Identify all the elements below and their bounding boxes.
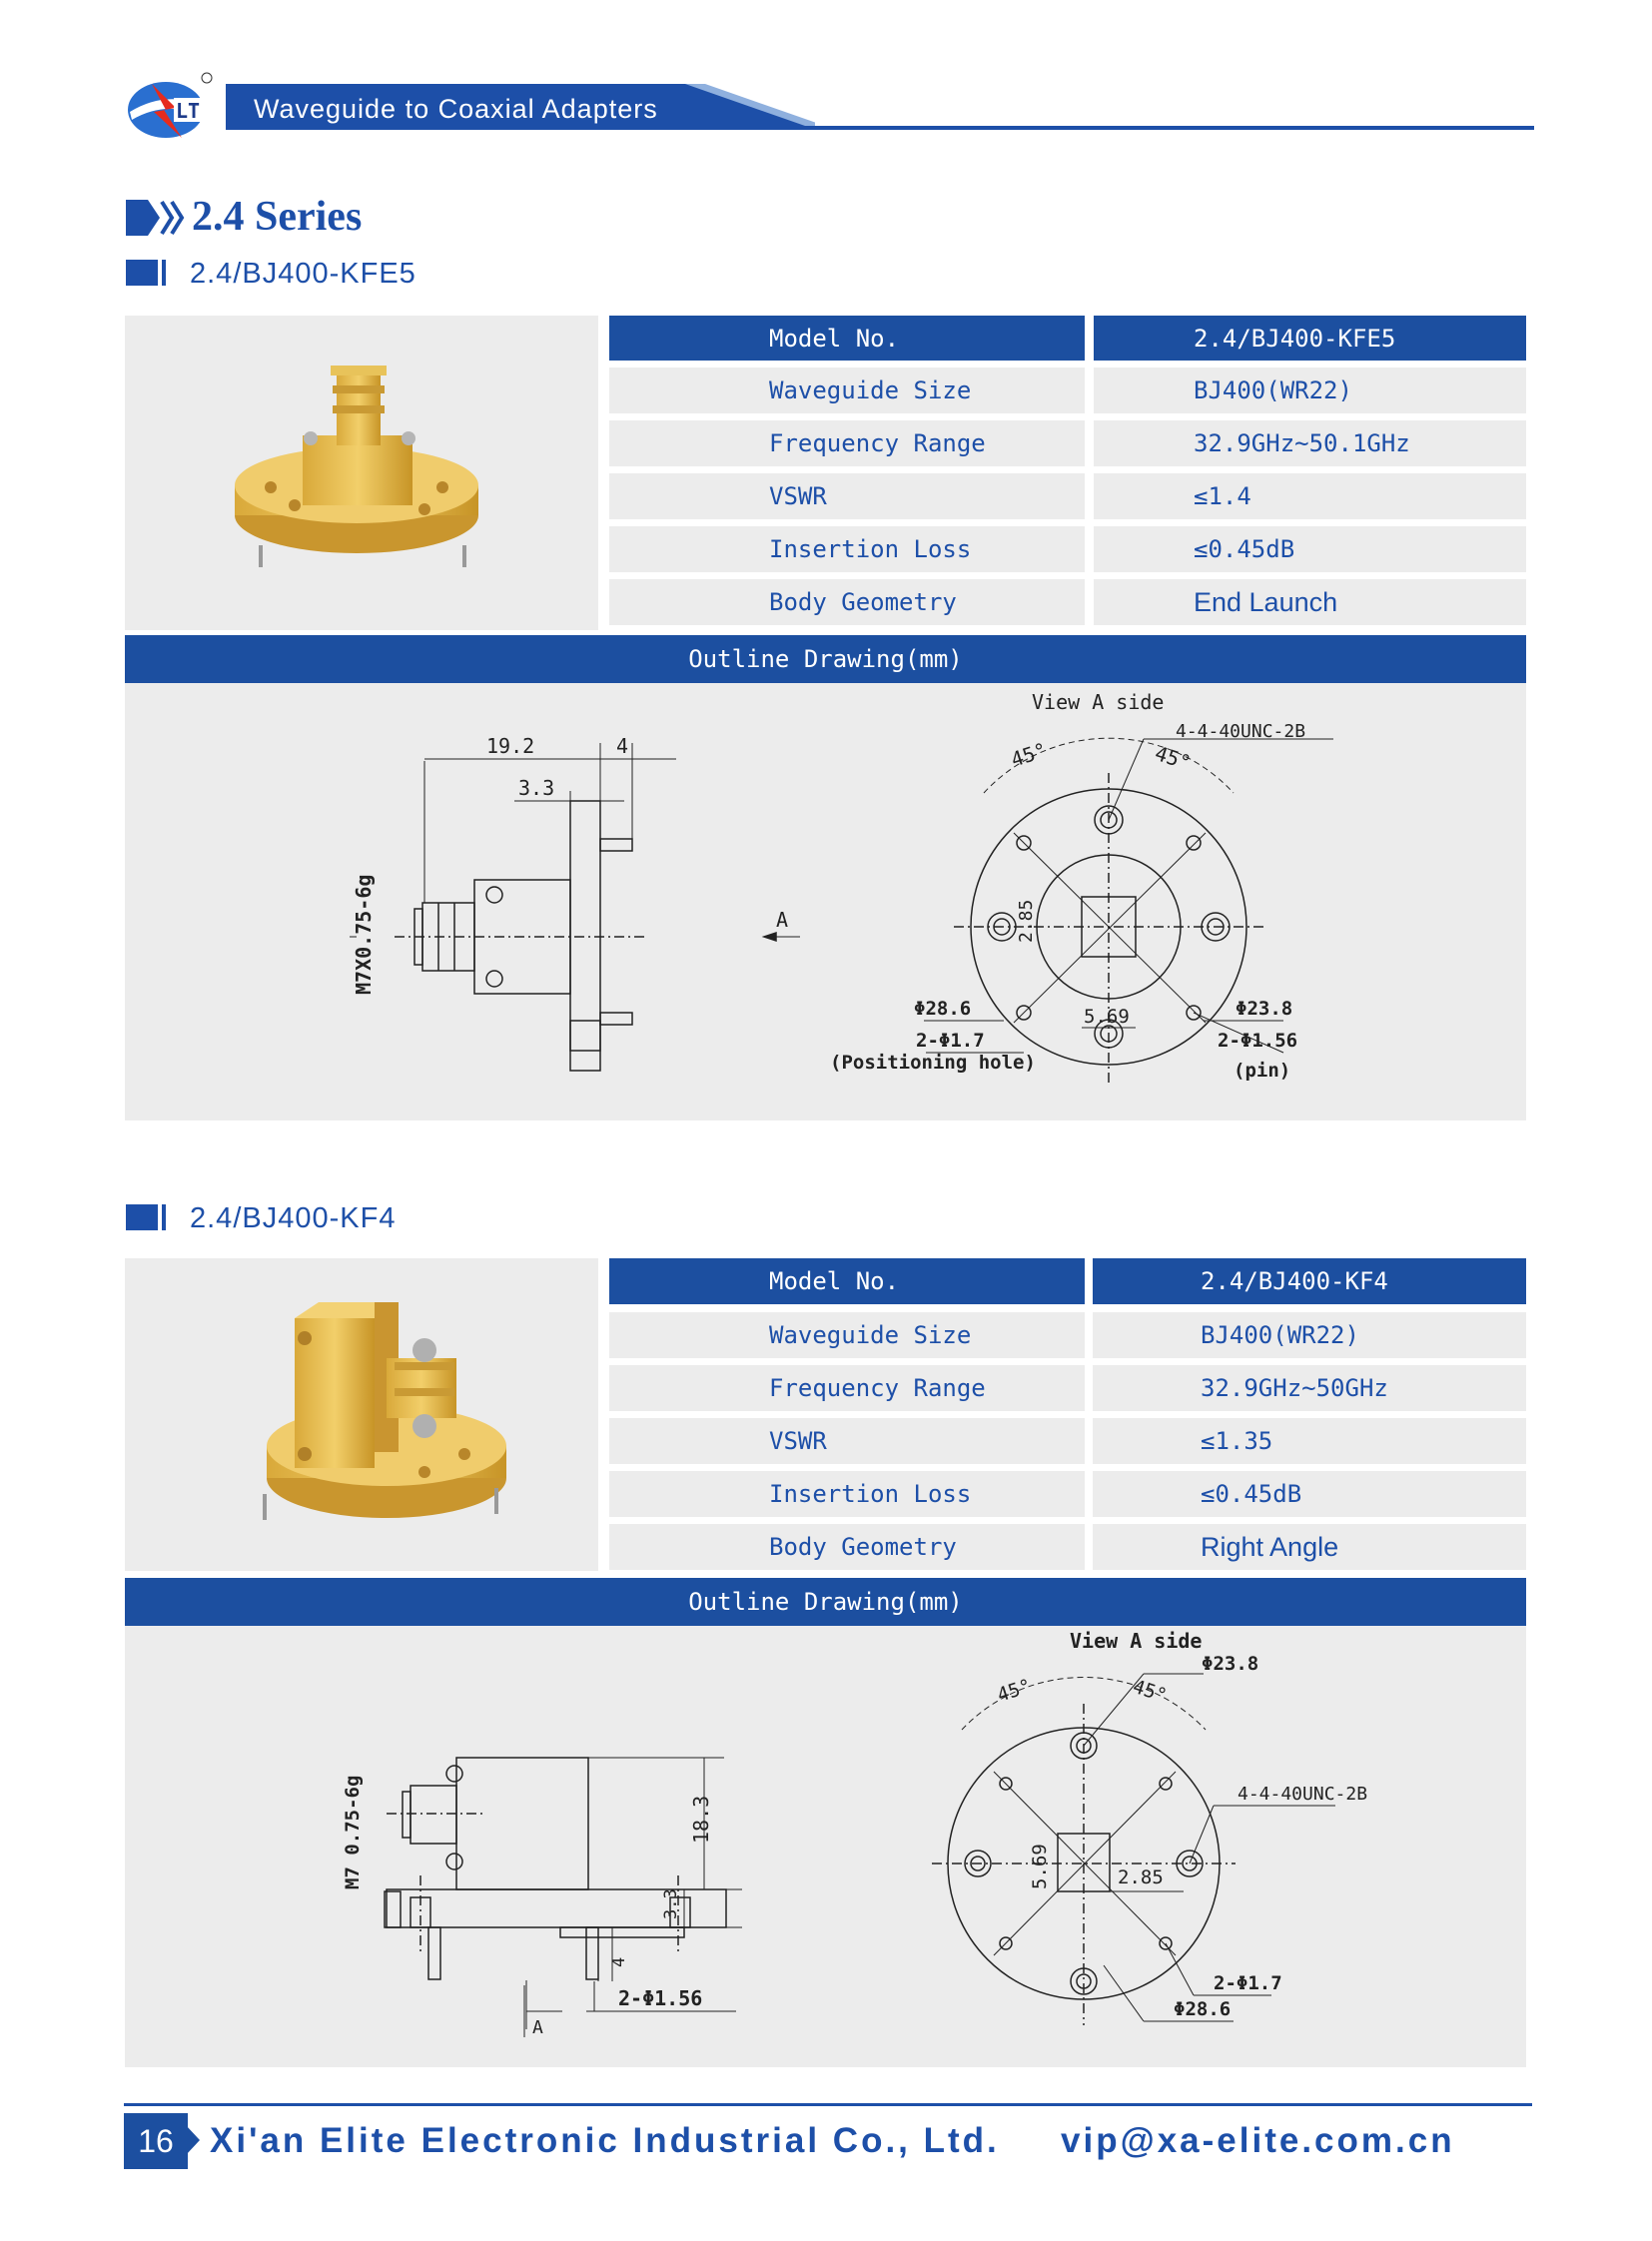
positioning-hole-spec: 2-Φ1.7	[916, 1030, 985, 1052]
dim-4: 4	[609, 1956, 629, 1967]
spec-value-geometry: Right Angle	[1093, 1524, 1526, 1570]
product-photo-panel	[125, 316, 598, 630]
spec-value-frequency: 32.9GHz~50GHz	[1093, 1365, 1526, 1411]
spec-value-insertion-loss: ≤0.45dB	[1094, 526, 1526, 572]
pin-spec: 2-Φ1.56	[1218, 1030, 1298, 1052]
positioning-hole-spec: 2-Φ1.7	[1214, 1972, 1282, 1994]
spec-label-vswr: VSWR	[609, 1418, 1085, 1464]
footer-email[interactable]: vip@xa-elite.com.cn	[1061, 2121, 1455, 2160]
product-photo	[125, 316, 598, 630]
spec-value-waveguide: BJ400(WR22)	[1094, 368, 1526, 413]
series-arrow-icon	[126, 196, 196, 240]
header-title: Waveguide to Coaxial Adapters	[254, 94, 658, 124]
spec-label-waveguide: Waveguide Size	[609, 1312, 1085, 1358]
spec-label-frequency: Frequency Range	[609, 1365, 1085, 1411]
pin-spec: 2-Φ1.56	[618, 1986, 703, 2010]
footer-company: Xi'an Elite Electronic Industrial Co., Ltd.	[210, 2121, 1000, 2160]
view-arrow-a: A	[776, 908, 789, 932]
outline-drawing-2	[125, 1626, 1526, 2067]
pin-note: (pin)	[1234, 1060, 1291, 1082]
view-label: View A side	[1032, 690, 1165, 714]
spec-label-waveguide: Waveguide Size	[609, 368, 1085, 413]
angle-right: 45°	[1152, 740, 1195, 775]
outline-drawing-bar: Outline Drawing(mm)	[125, 1578, 1526, 1626]
page-number: 16	[124, 2113, 188, 2169]
dia-28-6: Φ28.6	[914, 998, 972, 1020]
angle-left: 45°	[994, 1675, 1035, 1707]
spec-label-vswr: VSWR	[609, 473, 1085, 519]
dim-5-69: 5.69	[1084, 1006, 1130, 1028]
page-arrow-icon	[186, 2125, 200, 2155]
model-heading: 2.4/BJ400-KFE5	[190, 258, 416, 290]
header-rule	[226, 126, 1534, 130]
spec-value-model: 2.4/BJ400-KF4	[1093, 1258, 1526, 1304]
spec-value-geometry: End Launch	[1094, 579, 1526, 625]
dia-23-8: Φ23.8	[1202, 1653, 1259, 1675]
spec-value-vswr: ≤1.35	[1093, 1418, 1526, 1464]
angle-right: 45°	[1130, 1675, 1170, 1708]
spec-value-model: 2.4/BJ400-KFE5	[1094, 316, 1526, 361]
spec-label-frequency: Frequency Range	[609, 420, 1085, 466]
dim-3-3: 3.3	[661, 1888, 681, 1919]
screw-spec: 4-4-40UNC-2B	[1176, 721, 1306, 742]
product-photo-panel	[125, 1258, 598, 1571]
spec-label-insertion-loss: Insertion Loss	[609, 526, 1085, 572]
dia-23-8: Φ23.8	[1236, 998, 1293, 1020]
view-arrow-a: A	[532, 2017, 543, 2038]
outline-drawing-1	[125, 683, 1526, 1120]
spec-value-waveguide: BJ400(WR22)	[1093, 1312, 1526, 1358]
spec-value-insertion-loss: ≤0.45dB	[1093, 1471, 1526, 1517]
dim-2-85: 2.85	[1016, 899, 1037, 943]
outline-drawing-panel	[125, 683, 1526, 1120]
spec-label-model: Model No.	[609, 1258, 1085, 1304]
model-marker-icon	[126, 1204, 170, 1230]
model-heading: 2.4/BJ400-KF4	[190, 1202, 397, 1234]
logo-letters: LT	[176, 99, 201, 123]
dim-2-85: 2.85	[1118, 1867, 1164, 1888]
spec-label-insertion-loss: Insertion Loss	[609, 1471, 1085, 1517]
outline-drawing-bar: Outline Drawing(mm)	[125, 635, 1526, 683]
dim-5-69: 5.69	[1029, 1844, 1051, 1889]
series-title: 2.4 Series	[192, 194, 363, 240]
dia-28-6: Φ28.6	[1174, 1998, 1232, 2020]
footer-rule	[124, 2103, 1532, 2106]
spec-value-vswr: ≤1.4	[1094, 473, 1526, 519]
spec-label-model: Model No.	[609, 316, 1085, 361]
dim-3-3: 3.3	[518, 776, 555, 800]
thread-spec: M7X0.75-6g	[352, 874, 376, 995]
positioning-hole-note: (Positioning hole)	[830, 1052, 1036, 1074]
company-logo	[124, 72, 214, 142]
dim-19-2: 19.2	[486, 734, 535, 758]
side-view	[350, 743, 800, 1071]
angle-left: 45°	[1008, 737, 1050, 772]
spec-value-frequency: 32.9GHz~50.1GHz	[1094, 420, 1526, 466]
outline-drawing-panel	[125, 1626, 1526, 2067]
thread-spec: M7 0.75-6g	[342, 1775, 364, 1889]
view-label: View A side	[1070, 1629, 1203, 1653]
spec-label-geometry: Body Geometry	[609, 1524, 1085, 1570]
spec-label-geometry: Body Geometry	[609, 579, 1085, 625]
model-marker-icon	[126, 260, 170, 286]
dim-4: 4	[616, 734, 629, 758]
product-photo	[125, 1258, 598, 1571]
dim-18-3: 18.3	[689, 1795, 713, 1844]
screw-spec: 4-4-40UNC-2B	[1238, 1784, 1368, 1805]
